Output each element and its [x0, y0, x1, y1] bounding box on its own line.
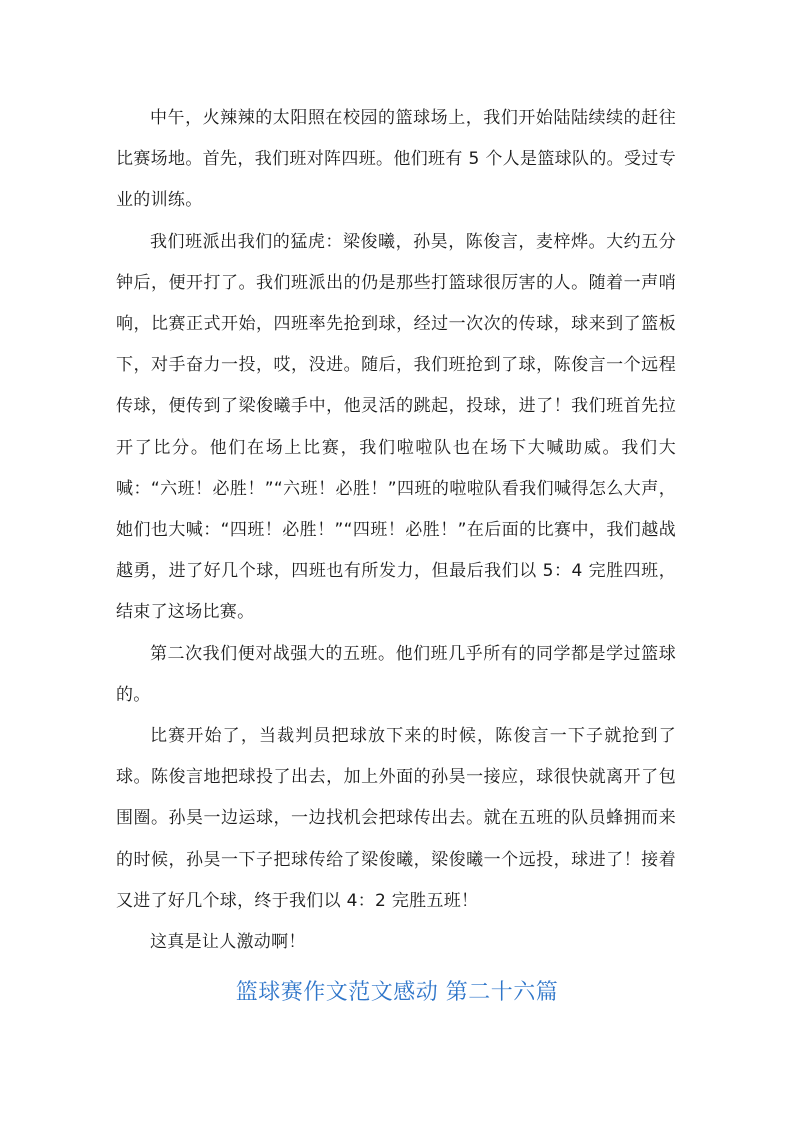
paragraph-4: 比赛开始了，当裁判员把球放下来的时候，陈俊言一下子就抢到了球。陈俊言地把球投了出去，加上外面的孙昊一接应，球很快就离开了包围圈。孙昊一边运球，一边找机会把球传出去。就在五班的队员蜂拥而来的时候，孙昊一下子把球传给了梁俊曦，梁俊曦一个远投，球进了！接着又进了好几个球，终于我们以 4：2 完胜五班！: [116, 726, 676, 911]
paragraph-3: 第二次我们便对战强大的五班。他们班几乎所有的同学都是学过篮球的。: [116, 643, 676, 705]
paragraph-2: 我们班派出我们的猛虎：梁俊曦，孙昊，陈俊言，麦梓烨。大约五分钟后，便开打了。我们班派出的仍是那些打篮球很厉害的人。随着一声哨响，比赛正式开始，四班率先抢到球，经过一次次的传球，球来到了篮板下，对手奋力一投，哎，没进。随后，我们班抢到了球，陈俊言一个远程传球，便传到了梁俊曦手中，他灵活的跳起，投球，进了！我们班首先拉开了比分。他们在场上比赛，我们啦啦队也在场下大喊助威。我们大喊：“六班！必胜！”“六班！必胜！”四班的啦啦队看我们喊得怎么大声，她们也大喊：“四班！必胜！”“四班！必胜！”在后面的比赛中，我们越战越勇，进了好几个球，四班也有所发力，但最后我们以 5：4 完胜四班，结束了这场比赛。: [116, 231, 676, 623]
article-body: [116, 98, 676, 963]
paragraph-5: 这真是让人激动啊！: [150, 932, 306, 953]
section-heading: 篮球赛作文范文感动 第二十六篇: [235, 980, 559, 1005]
paragraph-1: 中午，火辣辣的太阳照在校园的篮球场上，我们开始陆陆续续的赶往比赛场地。首先，我们班对阵四班。他们班有 5 个人是篮球队的。受过专业的训练。: [116, 108, 676, 211]
